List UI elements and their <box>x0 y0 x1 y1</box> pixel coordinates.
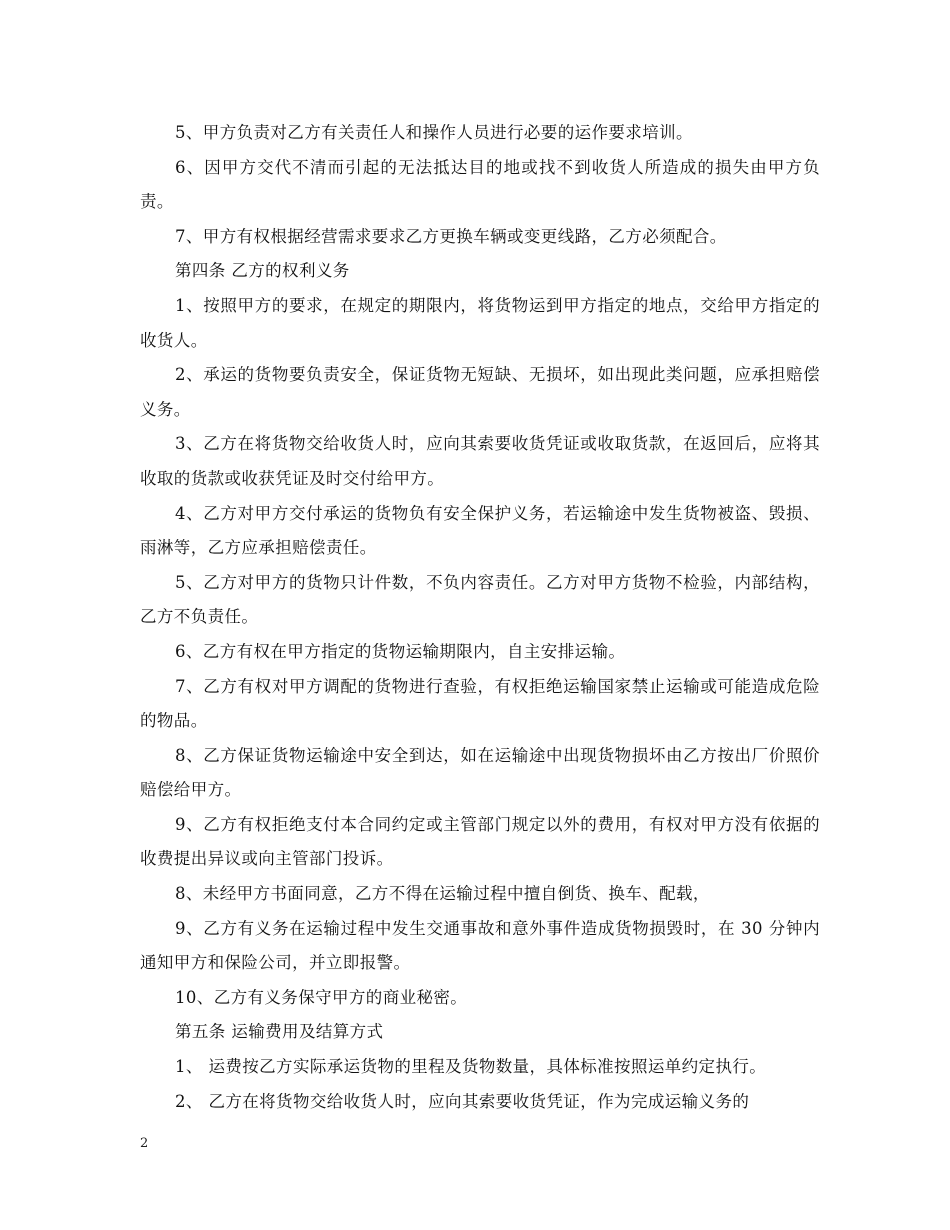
paragraph: 1、 运费按乙方实际承运货物的里程及货物数量，具体标准按照运单约定执行。 <box>175 1057 767 1077</box>
paragraph: 2、承运的货物要负责安全，保证货物无短缺、无损坏，如出现此类问题，应承担赔偿义务。 <box>140 365 820 419</box>
paragraph: 7、甲方有权根据经营需求要求乙方更换车辆或变更线路，乙方必须配合。 <box>175 226 727 246</box>
paragraph: 10、乙方有义务保守甲方的商业秘密。 <box>175 987 468 1007</box>
paragraph: 3、乙方在将货物交给收货人时，应向其索要收货凭证或收取货款，在返回后，应将其收取的货款或收获凭证及时交付给甲方。 <box>140 434 820 488</box>
document-body <box>140 116 820 1119</box>
paragraph: 1、按照甲方的要求，在规定的期限内，将货物运到甲方指定的地点，交给甲方指定的收货人。 <box>140 295 820 350</box>
paragraph: 7、乙方有权对甲方调配的货物进行查验，有权拒绝运输国家禁止运输或可能造成危险的物品。 <box>140 676 820 731</box>
paragraph: 8、乙方保证货物运输途中安全到达，如在运输途中出现货物损坏由乙方按出厂价照价赔偿给甲方。 <box>140 745 820 800</box>
paragraph: 6、因甲方交代不清而引起的无法抵达目的地或找不到收货人所造成的损失由甲方负责。 <box>140 157 820 212</box>
page-number: 2 <box>140 1136 149 1151</box>
paragraph: 9、乙方有义务在运输过程中发生交通事故和意外事件造成货物损毁时，在 30 分钟内通知甲方和保险公司，并立即报警。 <box>140 918 820 973</box>
paragraph: 8、未经甲方书面同意，乙方不得在运输过程中擅自倒货、换车、配载， <box>175 884 710 904</box>
paragraph: 6、乙方有权在甲方指定的货物运输期限内，自主安排运输。 <box>175 641 626 661</box>
paragraph: 4、乙方对甲方交付承运的货物负有安全保护义务，若运输途中发生货物被盗、毁损、雨淋等，乙方应承担赔偿责任。 <box>140 503 820 558</box>
section-heading: 第五条 运输费用及结算方式 <box>175 1022 384 1042</box>
section-heading: 第四条 乙方的权利义务 <box>175 261 350 281</box>
paragraph: 9、乙方有权拒绝支付本合同约定或主管部门规定以外的费用，有权对甲方没有依据的收费提出异议或向主管部门投诉。 <box>140 814 820 869</box>
paragraph: 5、甲方负责对乙方有关责任人和操作人员进行必要的运作要求培训。 <box>175 123 693 142</box>
paragraph: 2、 乙方在将货物交给收货人时，应向其索要收货凭证，作为完成运输义务的 <box>175 1091 750 1111</box>
paragraph: 5、乙方对甲方的货物只计件数，不负内容责任。乙方对甲方货物不检验，内部结构，乙方不负责任。 <box>140 572 820 627</box>
